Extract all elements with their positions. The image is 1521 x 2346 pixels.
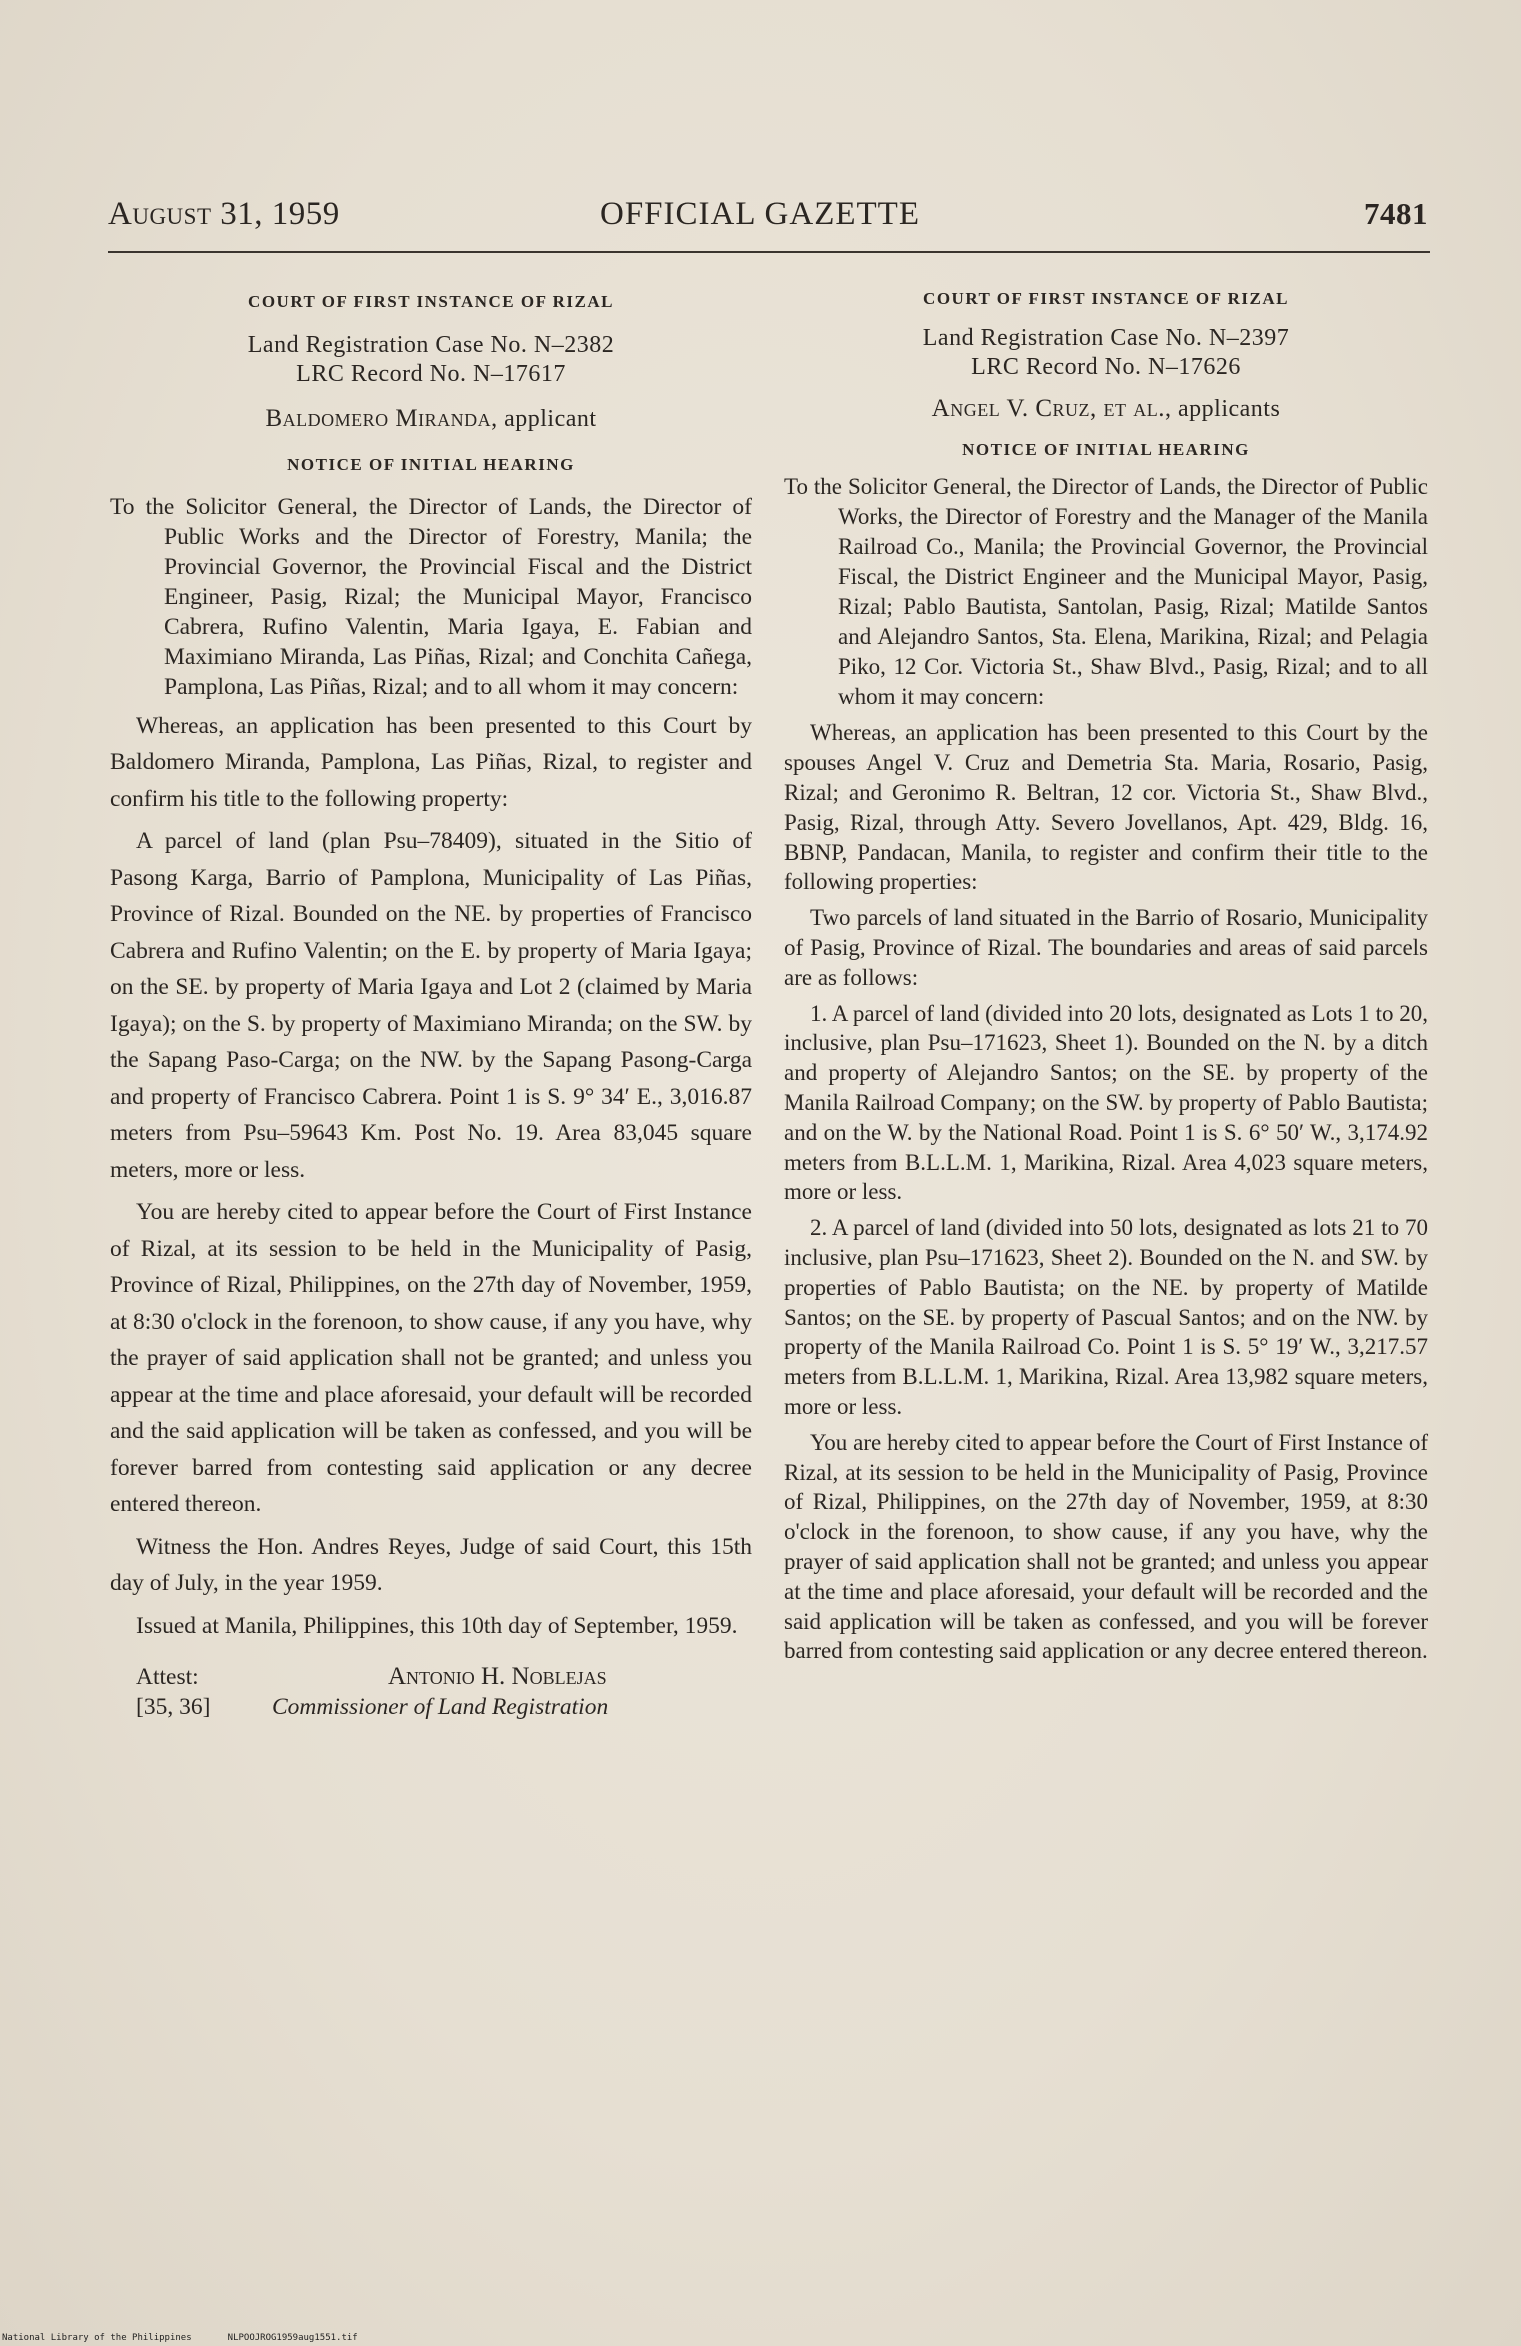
- header-rule: [108, 251, 1430, 253]
- record-number: LRC Record No. N–17617: [296, 360, 566, 387]
- whereas-paragraph: Whereas, an application has been presented to this Court by the spouses Angel V. Cruz and Demetria Sta. Maria, Rosario, Pasig, Rizal; and Geronimo R. Beltran, 12 cor. Victoria St., Shaw Blvd., Pasig, Rizal, through Atty. Severo Jovellanos, Apt. 429, Bldg. 16, BBNP, Pandacan, Manila, to register and confirm their title to the following properties:: [784, 720, 1428, 895]
- citation-paragraph: You are hereby cited to appear before the Court of First Instance of Rizal, at its session to be held in the Municipality of Pasig, Province of Rizal, Philippines, on the 27th day of November, 1959, at 8:30 o'clock in the forenoon, to show cause, if any you have, why the prayer of said application shall not be granted; and unless you appear at the time and place aforesaid, your default will be recorded and the said application will be taken as confessed, and you will be forever barred from contesting said application or any decree entered thereon.: [784, 1429, 1428, 1664]
- addressees: To the Solicitor General, the Director of Lands, the Director of Public Works, the Director of Forestry and the Manager of the Manila Railroad Co., Manila; the Provincial Governor, the Provincial Fiscal, the District Engineer and the Municipal Mayor, Pasig, Rizal; Pablo Bautista, Santolan, Pasig, Rizal; Matilde Santos and Alejandro Santos, Sta. Elena, Marikina, Rizal; and Pelagia Piko, 12 Cor. Victoria St., Shaw Blvd., Pasig, Rizal; and to all whom it may concern:: [784, 474, 1428, 710]
- citation-paragraph: You are hereby cited to appear before the Court of First Instance of Rizal, at its session to be held in the Municipality of Pasig, Province of Rizal, Philippines, on the 27th day of November, 1959, at 8:30 o'clock in the forenoon, to show cause, if any you have, why the prayer of said application shall not be granted; and unless you appear at the time and place aforesaid, your default will be recorded and the said application will be taken as confessed, and you will be forever barred from contesting said application or any decree entered thereon.: [110, 1199, 752, 1517]
- attest-label: Attest:: [136, 1664, 199, 1690]
- page-header: [108, 196, 1428, 240]
- addressees: To the Solicitor General, the Director of Lands, the Director of Public Works and the Director of Forestry, Manila; the Provincial Governor, the Provincial Fiscal and the District Engineer, Pasig, Rizal; the Municipal Mayor, Francisco Cabrera, Rufino Valentin, Maria Igaya, E. Fabian and Maximiano Miranda, Las Piñas, Rizal; and Conchita Cañega, Pamplona, Las Piñas, Rizal; and to all whom it may concern:: [110, 493, 752, 700]
- case-number: Land Registration Case No. N–2397: [922, 324, 1290, 351]
- applicant-line: [110, 401, 752, 438]
- court-heading: COURT OF FIRST INSTANCE OF RIZAL: [248, 292, 614, 311]
- issued-paragraph: Issued at Manila, Philippines, this 10th day of September, 1959.: [136, 1612, 738, 1639]
- applicant-suffix: , applicants: [1165, 395, 1281, 422]
- case-number: Land Registration Case No. N–2382: [247, 331, 615, 358]
- scan-footer: [2, 2333, 394, 2343]
- left-column-notice: [110, 284, 752, 1726]
- issue-date: August 31, 1959: [108, 196, 340, 232]
- witness-paragraph: Witness the Hon. Andres Reyes, Judge of said Court, this 15th day of July, in the year 1959.: [110, 1533, 752, 1596]
- property-description: A parcel of land (plan Psu–78409), situated in the Sitio of Pasong Karga, Barrio of Pamplona, Municipality of Las Piñas, Province of Rizal. Bounded on the NE. by properties of Francisco Cabrera and Rufino Valentin; on the E. by property of Maria Igaya; on the SE. by property of Maria Igaya and Lot 2 (claimed by Maria Igaya); on the S. by property of Maximiano Miranda; on the SW. by the Sapang Paso-Carga; on the NW. by the Sapang Pasong-Carga and property of Francisco Cabrera. Point 1 is S. 9° 34′ E., 3,016.87 meters from Psu–59643 Km. Post No. 19. Area 83,045 square meters, more or less.: [110, 828, 752, 1183]
- applicant-name: Angel V. Cruz, et al.: [931, 394, 1166, 422]
- notice-heading: NOTICE OF INITIAL HEARING: [287, 455, 575, 474]
- court-heading: COURT OF FIRST INSTANCE OF RIZAL: [923, 289, 1289, 308]
- page-number: 7481: [1364, 196, 1428, 231]
- signatory-name: Antonio H. Noblejas: [388, 1663, 607, 1690]
- applicant-name: Baldomero Miranda: [265, 404, 492, 432]
- library-credit: National Library of the Philippines: [2, 2333, 192, 2343]
- applicant-suffix: , applicant: [491, 405, 597, 432]
- parcels-intro: Two parcels of land situated in the Barrio of Rosario, Municipality of Pasig, Province of Rizal. The boundaries and areas of said parcels are as follows:: [784, 905, 1428, 990]
- notice-heading: NOTICE OF INITIAL HEARING: [962, 439, 1250, 459]
- right-column-notice: [784, 284, 1428, 1666]
- attest-block: [110, 1662, 752, 1726]
- record-number: LRC Record No. N–17626: [971, 353, 1241, 380]
- publication-title: OFFICIAL GAZETTE: [600, 196, 920, 232]
- signatory-title: Commissioner of Land Registration: [272, 1694, 609, 1720]
- parcel-two: 2. A parcel of land (divided into 50 lots, designated as lots 21 to 70 inclusive, plan Psu–171623, Sheet 2). Bounded on the N. and SW. by properties of Pablo Bautista; on the NE. by property of Matilde Santos; on the SE. by property of Pascual Santos; and on the NW. by property of the Manila Railroad Co. Point 1 is S. 5° 19′ W., 3,217.57 meters from B.L.L.M. 1, Marikina, Rizal. Area 13,982 square meters, more or less.: [784, 1215, 1428, 1419]
- scan-filename: NLPOOJROG1959aug1551.tif: [227, 2333, 358, 2343]
- whereas-paragraph: Whereas, an application has been presented to this Court by Baldomero Miranda, Pamplona, Las Piñas, Rizal, to register and confirm his title to the following property:: [110, 712, 752, 812]
- parcel-one: 1. A parcel of land (divided into 20 lots, designated as Lots 1 to 20, inclusive, plan Psu–171623, Sheet 1). Bounded on the N. by a ditch and property of Alejandro Santos; on the SE. by property of the Manila Railroad Company; on the SW. by property of Pablo Bautista; and on the W. by the National Road. Point 1 is S. 6° 50′ W., 3,174.92 meters from B.L.L.M. 1, Marikina, Rizal. Area 4,023 square meters, more or less.: [784, 1000, 1428, 1205]
- applicant-line: [784, 394, 1428, 425]
- reference-numbers: [35, 36]: [136, 1694, 211, 1720]
